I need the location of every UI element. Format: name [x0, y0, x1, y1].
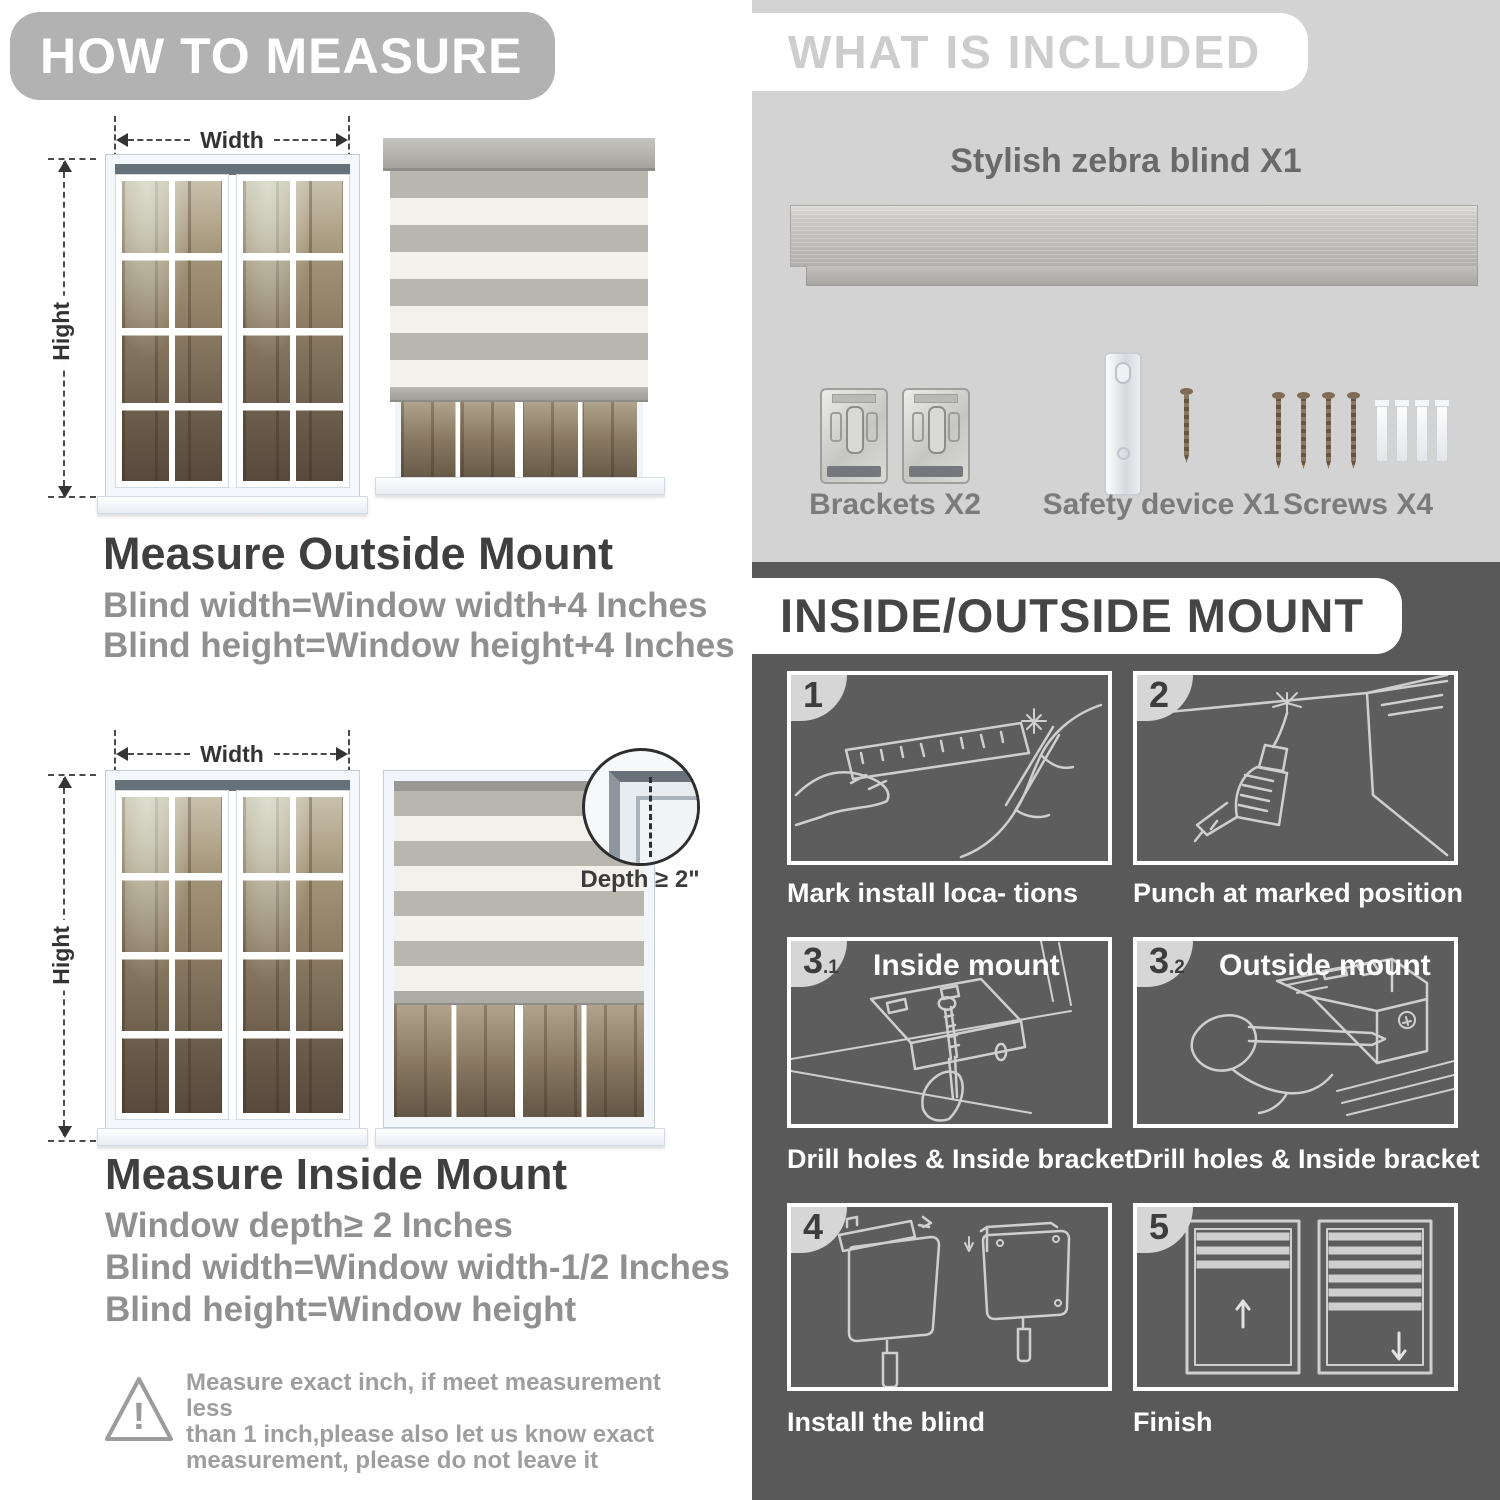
step-badge: 3.2	[1137, 941, 1193, 987]
safety-device-label: Safety device X1	[1042, 488, 1280, 521]
outside-mount-line2: Blind height=Window height+4 Inches	[103, 626, 735, 665]
step-panel-1	[787, 671, 1112, 865]
arrow-right-icon	[336, 747, 348, 761]
screw-image	[1297, 392, 1310, 469]
what-is-included-banner: WHAT IS INCLUDED	[752, 13, 1308, 91]
window-top-rail	[115, 780, 350, 791]
step-panel-3-2	[1133, 937, 1458, 1128]
step-title: Inside mount	[873, 949, 1060, 982]
warning-exclamation: !	[132, 1396, 146, 1438]
window-sill	[375, 1128, 665, 1146]
wall-anchor-image	[1416, 398, 1428, 462]
blind-bottom-rail	[390, 387, 648, 402]
inside-mount-title: Measure Inside Mount	[105, 1150, 568, 1199]
wall-anchor-image	[1376, 398, 1388, 462]
step-caption: Install the blind	[787, 1407, 986, 1437]
arrow-up-icon	[58, 160, 72, 172]
step-caption: Drill holes & Inside bracket	[1133, 1144, 1480, 1174]
arrow-down-icon	[58, 1126, 72, 1138]
step-badge: 1	[791, 675, 847, 721]
height-tick-top	[48, 774, 96, 776]
blind-stripes	[390, 171, 648, 387]
step-badge: 4	[791, 1207, 847, 1253]
arrow-down-icon	[58, 486, 72, 498]
step-caption: Punch at marked position	[1133, 878, 1464, 908]
step-panel-5	[1133, 1203, 1458, 1391]
width-label: Width	[200, 126, 264, 153]
bracket-image	[820, 388, 888, 484]
window-sill	[97, 496, 368, 514]
screw-image	[1322, 392, 1335, 469]
safety-device-image	[1104, 352, 1142, 496]
blind-item-label: Stylish zebra blind X1	[950, 142, 1302, 180]
safety-screw-image	[1180, 388, 1193, 463]
headrail-image	[790, 205, 1478, 267]
window-corner-detail	[609, 771, 700, 866]
headrail-lip	[806, 266, 1478, 286]
window-door-right	[237, 175, 349, 487]
window-sill	[97, 1128, 368, 1146]
step-badge: 3.1	[791, 941, 847, 987]
step-caption: Drill holes & Inside bracket	[787, 1144, 1134, 1174]
inside-mount-line1: Window depth≥ 2 Inches	[105, 1206, 513, 1245]
step-caption: Finish	[1133, 1407, 1213, 1437]
arrow-right-icon	[336, 133, 348, 147]
install-blind-illustration	[791, 1207, 1108, 1387]
step-title: Outside mount	[1219, 949, 1431, 982]
height-tick-bottom	[48, 496, 96, 498]
outside-mount-line1: Blind width=Window width+4 Inches	[103, 586, 708, 625]
warning-triangle-icon	[100, 1372, 178, 1448]
outside-mount-title: Measure Outside Mount	[103, 528, 614, 579]
window-illustration-outside	[105, 154, 360, 498]
inside-mount-line3: Blind height=Window height	[105, 1290, 577, 1329]
width-label: Width	[200, 740, 264, 767]
zebra-blind-outside	[383, 138, 655, 482]
step-caption: Mark install loca- tions	[787, 878, 1079, 908]
inside-mount-line2: Blind width=Window width-1/2 Inches	[105, 1248, 730, 1287]
screw-image	[1272, 392, 1285, 469]
arrow-left-icon	[116, 133, 128, 147]
step-panel-4	[787, 1203, 1112, 1391]
how-to-measure-banner: HOW TO MEASURE	[10, 12, 555, 100]
arrow-left-icon	[116, 747, 128, 761]
window-sill	[375, 477, 665, 495]
brackets-label: Brackets X2	[809, 488, 981, 521]
step-badge: 5	[1137, 1207, 1193, 1253]
window-door-left	[116, 791, 228, 1119]
height-label: Hight	[48, 920, 75, 991]
screw-image	[1347, 392, 1360, 469]
height-tick-top	[48, 158, 96, 160]
window-glass-below-blind	[395, 402, 643, 482]
step-panel-3-1	[787, 937, 1112, 1128]
width-dimension	[116, 126, 348, 153]
wall-anchor-image	[1396, 398, 1408, 462]
step-badge: 2	[1137, 675, 1193, 721]
window-glass-below-blind	[394, 1005, 644, 1117]
width-dimension	[116, 740, 348, 767]
wall-anchor-image	[1436, 398, 1448, 462]
depth-label: Depth ≥ 2"	[580, 866, 700, 893]
blind-cassette	[383, 138, 655, 171]
window-door-right	[237, 791, 349, 1119]
inside-outside-mount-banner: INSIDE/OUTSIDE MOUNT	[752, 578, 1402, 654]
window-top-rail	[115, 164, 350, 175]
depth-detail-magnifier	[582, 748, 700, 866]
depth-dashed-line	[649, 777, 652, 857]
height-tick-bottom	[48, 1140, 96, 1142]
arrow-up-icon	[58, 776, 72, 788]
blind-bottom-rail	[394, 991, 644, 1005]
mark-locations-illustration	[791, 675, 1108, 861]
height-label: Hight	[48, 296, 75, 367]
window-illustration-inside	[105, 770, 360, 1130]
finish-illustration	[1137, 1207, 1454, 1387]
step-panel-2	[1133, 671, 1458, 865]
screws-label: Screws X4	[1282, 488, 1434, 521]
drill-illustration	[1137, 675, 1454, 861]
window-door-left	[116, 175, 228, 487]
warning-text: Measure exact inch, if meet measurement less than 1 inch,please also let us know exact measurement, please do not leave it	[186, 1369, 661, 1474]
bracket-image	[902, 388, 970, 484]
